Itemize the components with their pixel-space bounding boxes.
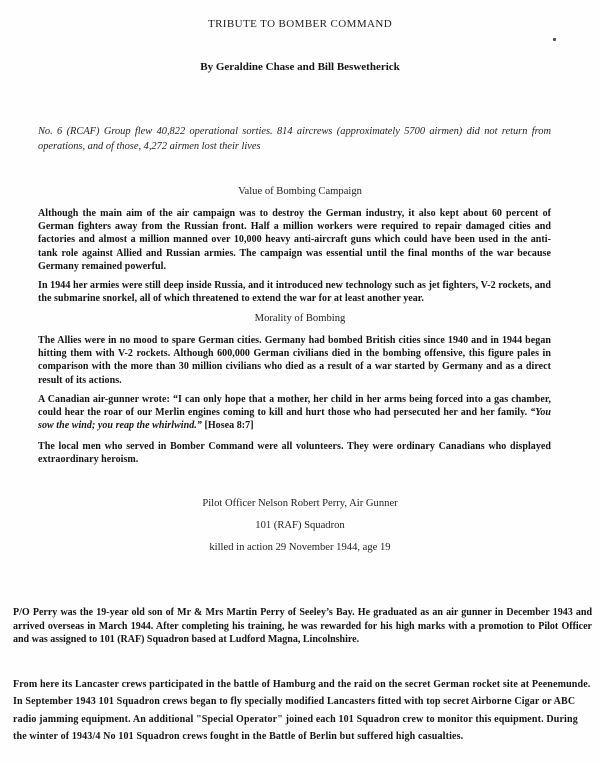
paragraph-squadron-history: From here its Lancaster crews participated in the battle of Hamburg and the raid on the secret German rocket site at Peenemunde. In September 1943 101 Squadron crews began to fly specially modified Lancasters fitted with top secret Airborne Cigar or ABC radio jamming equipment. An additional "Special Operator" joined each 101 Squadron crew to monitor this equipment. During the winter of 1943/4 No 101 Squadron crews fought in the Battle of Berlin but suffered high casualties. bbox=[13, 679, 591, 743]
document-title: TRIBUTE TO BOMBER COMMAND bbox=[207, 18, 393, 30]
scripture-quote-text: “You sow the wind; you reap the whirlwind.” bbox=[38, 407, 551, 432]
intro-note: No. 6 (RCAF) Group flew 40,822 operational sorties. 814 aircrews (approximately 5700 airmen) did not return from operations, and of those, 4,272 airmen lost their lives bbox=[38, 126, 551, 153]
paragraph-morality-1: The Allies were in no mood to spare German cities. Germany had bombed British cities since 1940 and in 1944 began hitting them with V-2 rockets. Although 600,000 German civilians died in the bombing offensive, this figure pales in comparison with the more than 30 million civilians who died as a result of a war started by Germany and as a direct result of its actions. bbox=[38, 335, 551, 386]
paragraph-volunteers: The local men who served in Bomber Command were all volunteers. They were ordinary Canadians who displayed extraordinary heroism. bbox=[38, 441, 551, 466]
scan-speck-artifact bbox=[553, 38, 556, 41]
paragraph-campaign-value-1: Although the main aim of the air campaign was to destroy the German industry, it also kept about 60 percent of German fighters away from the Russian front. Half a million workers were required to repair damaged cities and factories and almost a million manned over 10,000 heavy anti-aircraft guns which could have been used in the anti-tank role against Allied and Russian armies. The campaign was essential until the final months of the war because Germany remained powerful. bbox=[38, 208, 551, 272]
heading-morality-of-bombing: Morality of Bombing bbox=[254, 313, 346, 324]
paragraph-air-gunner-quote bbox=[38, 393, 551, 433]
byline: By Geraldine Chase and Bill Beswetherick bbox=[200, 61, 400, 73]
heading-value-of-bombing-campaign: Value of Bombing Campaign bbox=[238, 186, 362, 197]
air-gunner-quote-lead: A Canadian air-gunner wrote: “I can only hope that a mother, her child in her arms being forced into a gas chamber, could hear the roar of our Merlin engines coming to kill and hurt those who had persecuted her and her family. bbox=[38, 394, 551, 419]
scripture-citation: [Hosea 8:7] bbox=[201, 420, 254, 432]
memorial-killed-in-action-line: killed in action 29 November 1944, age 19 bbox=[209, 542, 391, 553]
paragraph-perry-biography: P/O Perry was the 19-year old son of Mr & Mrs Martin Perry of Seeley’s Bay. He graduated as an air gunner in December 1943 and arrived overseas in March 1944. After completing his training, he was rewarded for his high marks with a promotion to Pilot Officer and was assigned to 101 (RAF) Squadron based at Ludford Magna, Lincolnshire. bbox=[13, 607, 592, 646]
memorial-squadron-line: 101 (RAF) Squadron bbox=[255, 520, 345, 531]
memorial-name-line: Pilot Officer Nelson Robert Perry, Air Gunner bbox=[202, 498, 398, 509]
paragraph-campaign-value-2: In 1944 her armies were still deep inside Russia, and it introduced new technology such as jet fighters, V-2 rockets, and the submarine snorkel, all of which threatened to extend the war for at least another year. bbox=[38, 280, 551, 305]
